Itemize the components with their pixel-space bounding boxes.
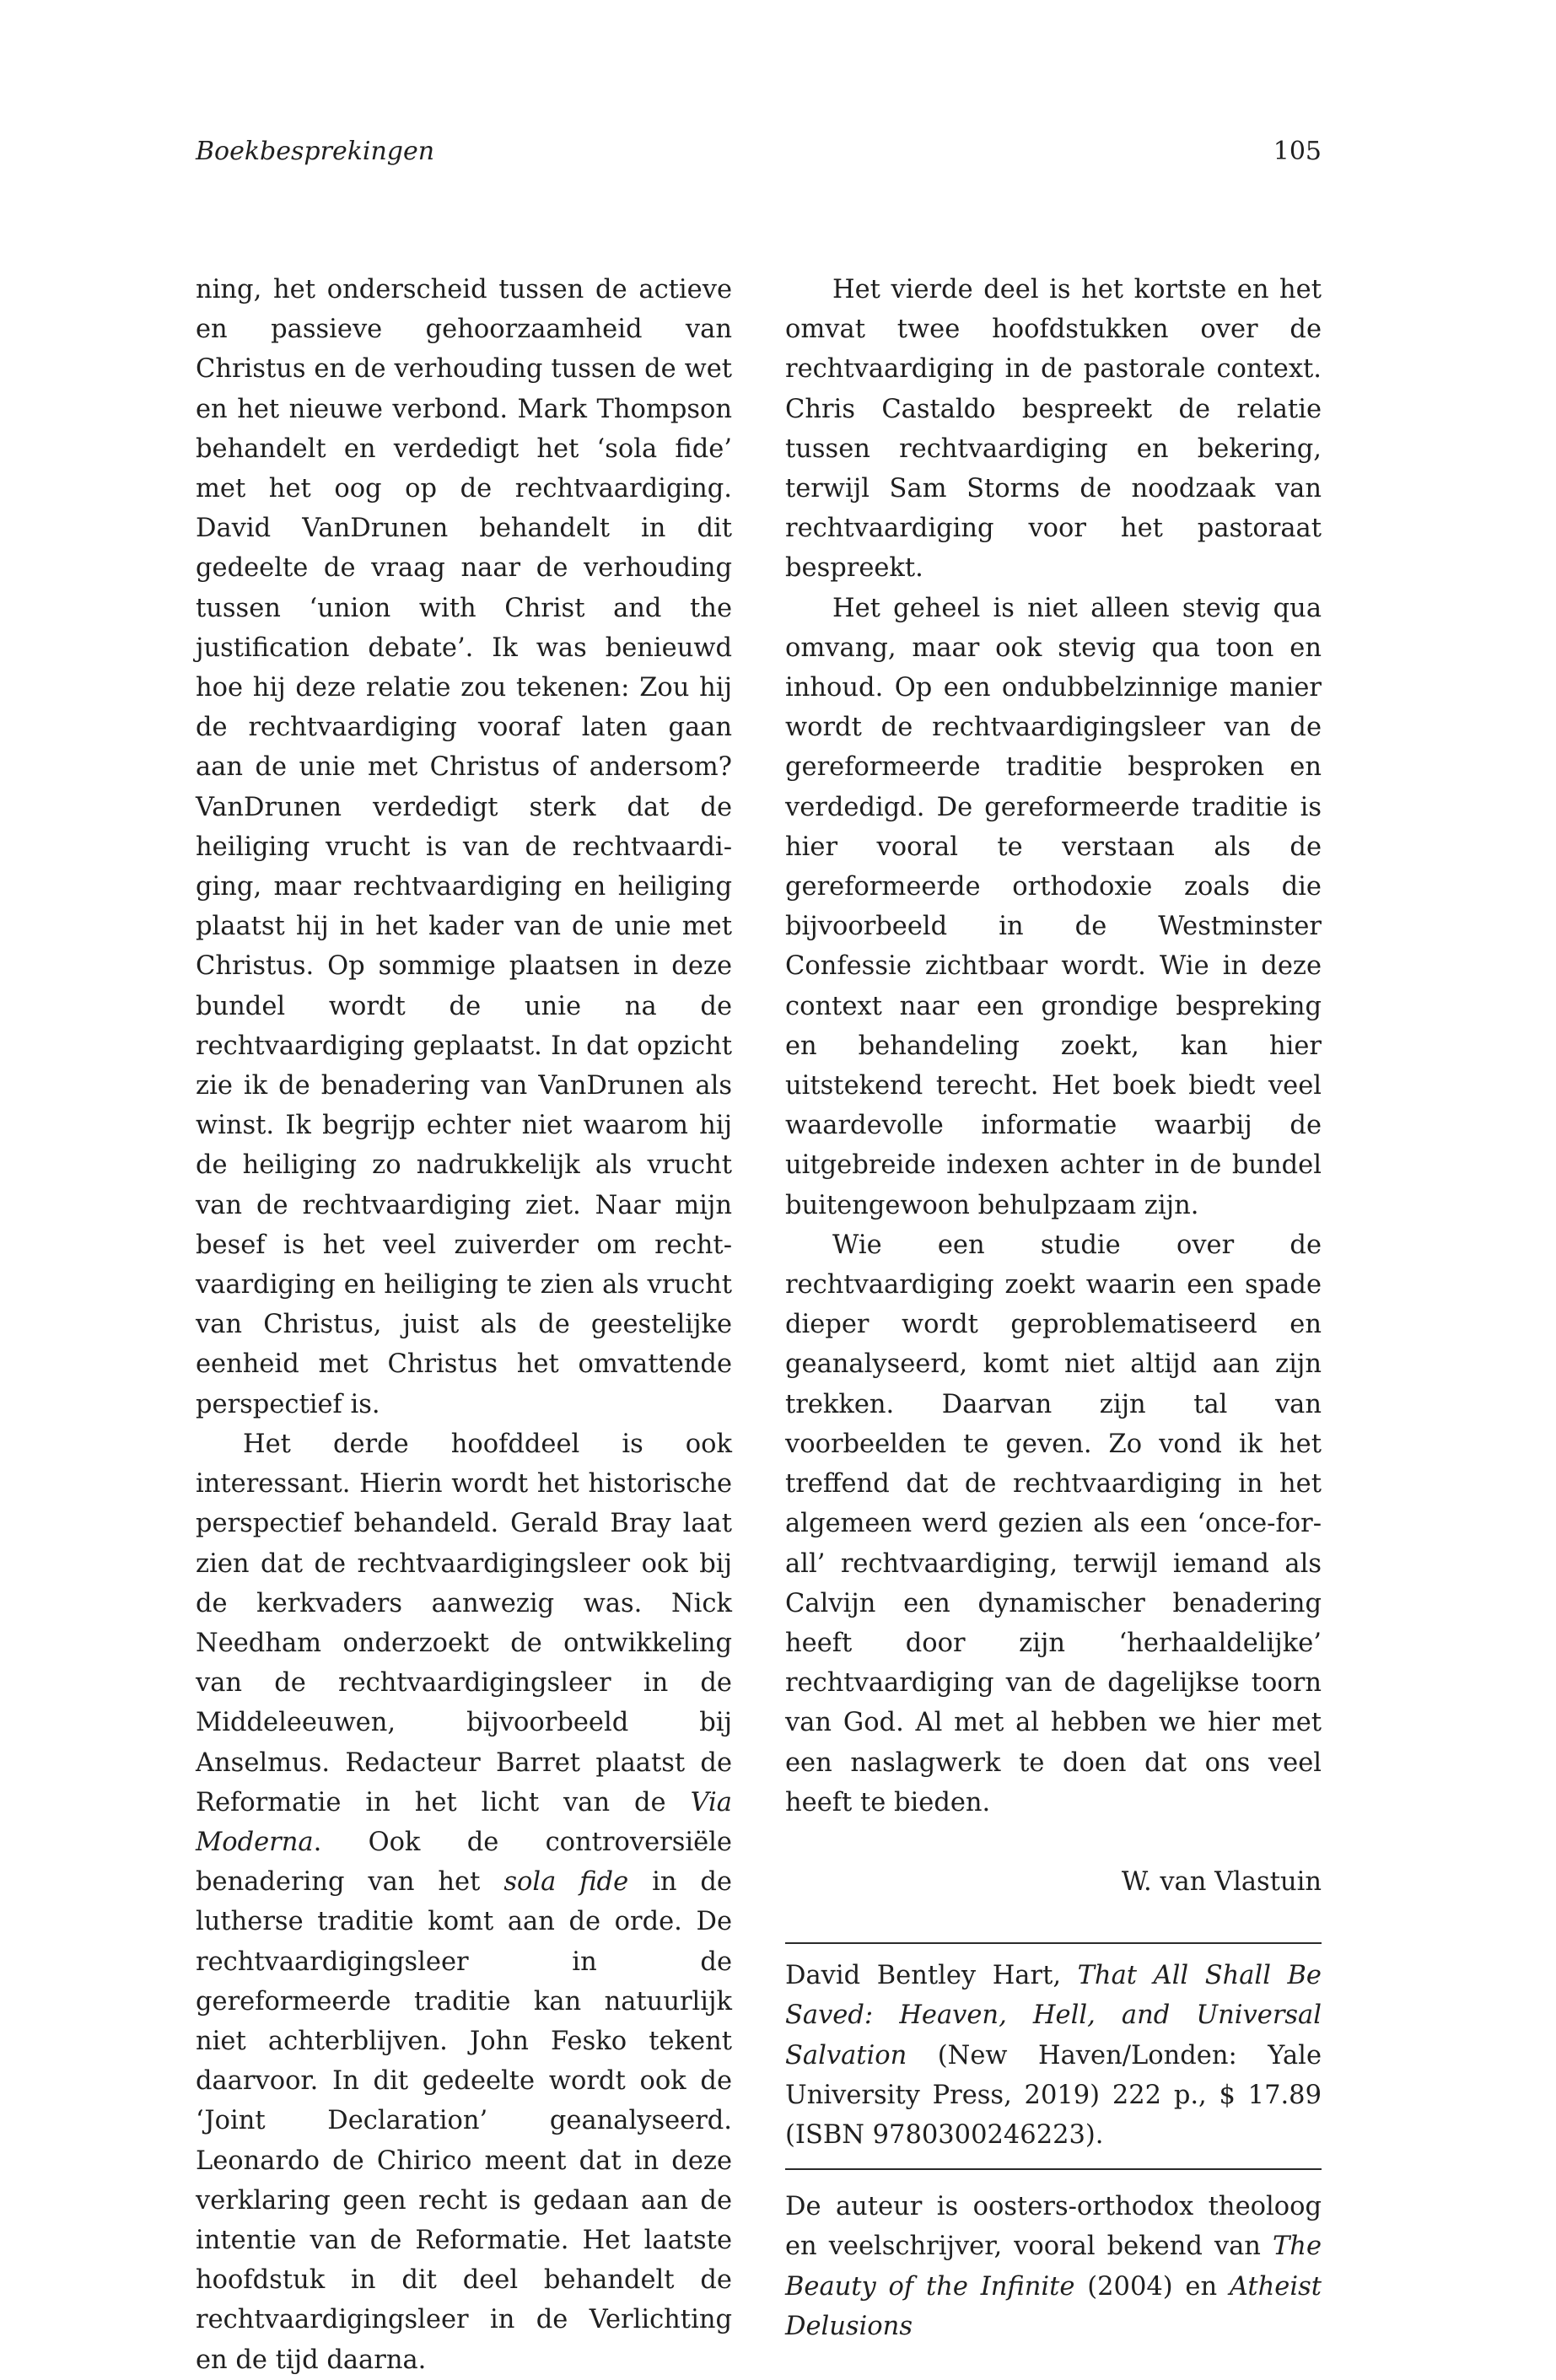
page-header <box>196 137 1322 179</box>
left-p2-italic-sola-fide: sola fide <box>503 1867 629 1898</box>
citation-details: (New Haven/Londen: Yale University Press, 2019) 222 p., $ 17.89 (ISBN 9780300246223). <box>785 2040 1322 2150</box>
left-column <box>196 270 732 2380</box>
running-head: Boekbesprekingen <box>196 137 435 166</box>
review-opening-paragraph <box>785 2187 1322 2346</box>
citation-author: David Bentley Hart, <box>785 1961 1078 1991</box>
book-citation <box>785 1956 1322 2155</box>
review-text-1: De auteur is oosters-orthodox theoloog en veelschrijver, vooral bekend van <box>785 2192 1322 2262</box>
page-number: 105 <box>1273 137 1322 166</box>
left-paragraph-2 <box>196 1424 732 2380</box>
review-italic-atheist: Atheist Delusions <box>785 2271 1322 2341</box>
citation-top-rule <box>785 1942 1322 1944</box>
review-text-2: (2004) en <box>1074 2271 1230 2302</box>
left-p2-text-3: in de lutherse traditie komt aan de orde. De rechtvaardigingsleer in de gereformeerde traditie kan natuurlijk niet achterblijven. John Fesko tekent daarvoor. In dit gedeelte wordt ook de ‘Joint Declaration’ geanalyseerd. Leonardo de Chirico meent dat in deze verklaring geen recht is gedaan aan de intentie van de Reformatie. Het laatste hoofdstuk in dit deel behandelt de rechtvaardigingsleer in de Verlichting en de tijd daarna. <box>196 1867 732 2375</box>
review-italic-beauty: The Beauty of the Infinite <box>785 2232 1322 2302</box>
right-column <box>785 270 1322 2346</box>
left-p2-text-2: . Ook de controversiële benadering van het <box>196 1827 732 1898</box>
right-paragraph-1: Het vierde deel is het kortste en het omvat twee hoofdstukken over de rechtvaardiging in de pastorale context. Chris Castaldo bespreekt de relatie tussen rechtvaardiging en bekering, terwijl Sam Storms de noodzaak van rechtvaardiging voor het pastoraat bespreekt. <box>785 275 1322 584</box>
left-paragraph-1: ning, het onderscheid tussen de actieve en passieve gehoorzaamheid van Christus en de verhouding tussen de wet en het nieuwe verbond. Mark Thompson behandelt en verdedigt het ‘sola fide’ met het oog op de rechtvaardiging. David VanDrunen behandelt in dit gedeelte de vraag naar de verhouding tussen ‘union with Christ and the justification debate’. Ik was benieuwd hoe hij deze relatie zou tekenen: Zou hij de rechtvaardiging vooraf laten gaan aan de unie met Christus of andersom? VanDrunen verdedigt sterk dat de heiliging vrucht is van de rechtvaardiging, maar rechtvaardiging en heiliging plaatst hij in het kader van de unie met Christus. Op sommige plaatsen in deze bundel wordt de unie na de rechtvaardiging geplaatst. In dat opzicht zie ik de benadering van VanDrunen als winst. Ik begrijp echter niet waarom hij de heiliging zo nadrukkelijk als vrucht van de rechtvaardiging ziet. Naar mijn besef is het veel zuiverder om rechtvaardiging en heiliging te zien als vrucht van Christus, juist als de geestelijke eenheid met Christus het omvattende perspectief is. <box>196 275 732 1419</box>
citation-title: That All Shall Be Saved: Heaven, Hell, and Universal Salvation <box>785 1961 1322 2070</box>
left-p2-text-1: Het derde hoofddeel is ook interessant. Hierin wordt het historische perspectief behandeld. Gerald Bray laat zien dat de rechtvaardigingsleer ook bij de kerkvaders aanwezig was. Nick Needham onderzoekt de ontwikkeling van de rechtvaardigingsleer in de Middeleeuwen, bijvoorbeeld bij Anselmus. Redacteur Barret plaatst de Reformatie in het licht van de <box>196 1429 732 1817</box>
left-p2-italic-via-moderna: Via Moderna <box>196 1787 732 1857</box>
right-paragraph-3: Wie een studie over de rechtvaardiging zoekt waarin een spade dieper wordt geproblematiseerd en geanalyseerd, komt niet altijd aan zijn trekken. Daarvan zijn tal van voorbeelden te geven. Zo vond ik het treffend dat de rechtvaardiging in het algemeen werd gezien als een ‘once-for-all’ rechtvaardiging, terwijl iemand als Calvijn een dynamischer benadering heeft door zijn ‘herhaaldelijke’ rechtvaardiging van de dagelijkse toorn van God. Al met al hebben we hier met een naslagwerk te doen dat ons veel heeft te bieden. <box>785 1230 1322 1817</box>
reviewer-signature: W. van Vlastuin <box>1121 1866 1322 1897</box>
right-paragraph-2: Het geheel is niet alleen stevig qua omvang, maar ook stevig qua toon en inhoud. Op een ondubbelzinnige manier wordt de rechtvaardigingsleer van de gereformeerde traditie besproken en verdedigd. De gereformeerde traditie is hier vooral te verstaan als de gereformeerde orthodoxie zoals die bijvoorbeeld in de Westminster Confessie zichtbaar wordt. Wie in deze context naar een grondige bespreking en behandeling zoekt, kan hier uitstekend terecht. Het boek biedt veel waardevolle informatie waarbij de uitgebreide indexen achter in de bundel buitengewoon behulpzaam zijn. <box>785 593 1322 1220</box>
citation-bottom-rule <box>785 2168 1322 2170</box>
